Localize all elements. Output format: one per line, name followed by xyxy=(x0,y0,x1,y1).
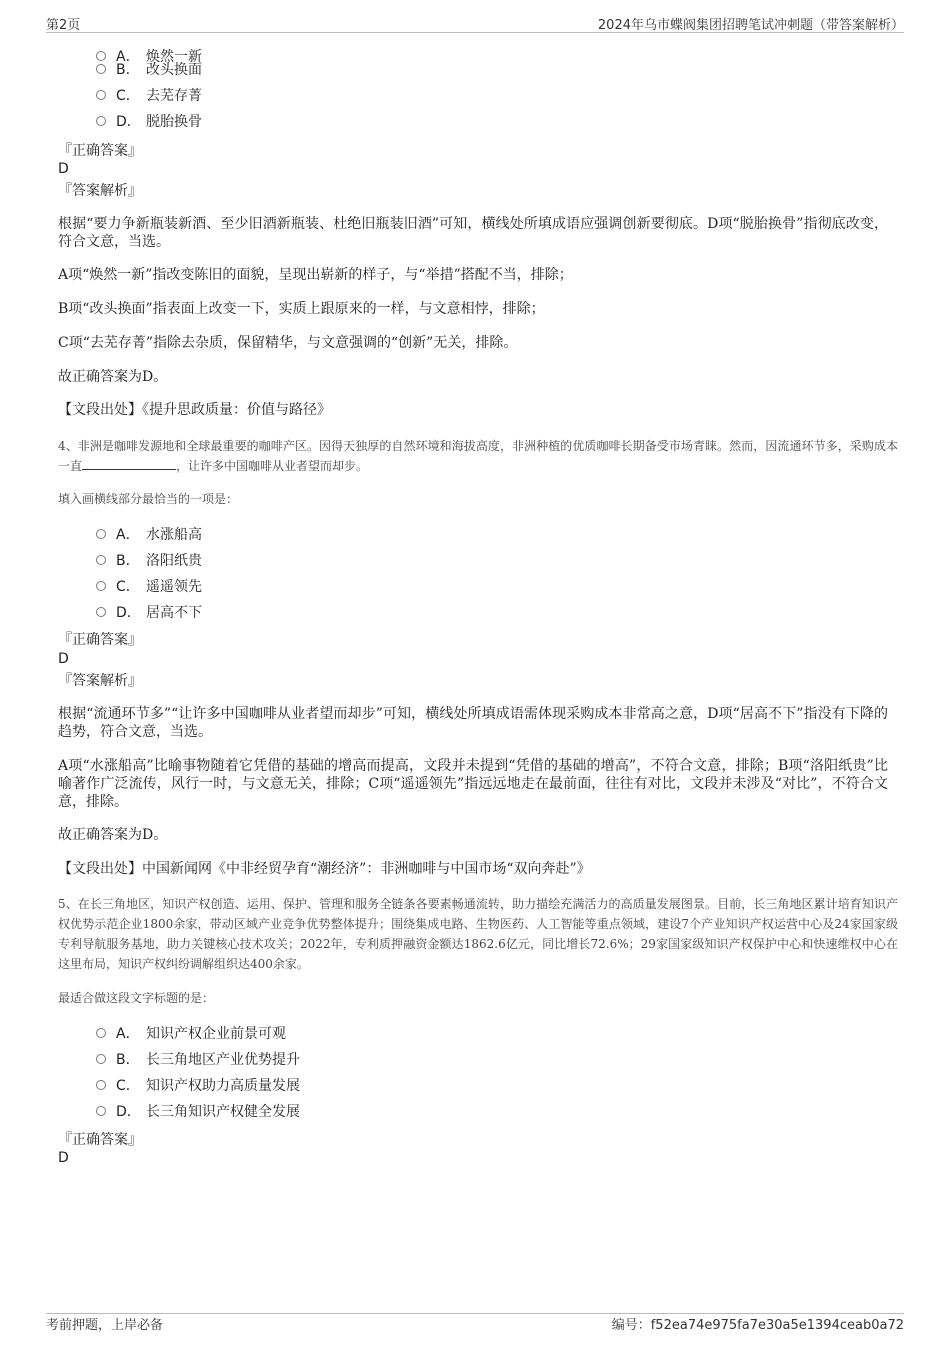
document-title: 2024年乌市蝶阀集团招聘笔试冲刺题（带答案解析） xyxy=(597,18,904,33)
q3-analysis-paragraph: 根据“要力争新瓶装新酒、至少旧酒新瓶装、杜绝旧瓶装旧酒”可知，横线处所填成语应强调创新要彻底。D项“脱胎换骨”指彻底改变，符合文意，当选。 xyxy=(58,216,888,250)
answer-blank xyxy=(82,457,176,470)
radio-icon[interactable] xyxy=(96,116,106,126)
q4-option-d[interactable]: D． 居高不下 xyxy=(96,604,202,622)
q5-option-d[interactable]: D． 长三角知识产权健全发展 xyxy=(96,1103,300,1121)
radio-icon[interactable] xyxy=(96,529,106,539)
radio-icon[interactable] xyxy=(96,51,106,61)
radio-icon[interactable] xyxy=(96,555,106,565)
q5-option-a[interactable]: A． 知识产权企业前景可观 xyxy=(96,1025,286,1043)
q4-stem: 4、非洲是咖啡发源地和全球最重要的咖啡产区。因得天独厚的自然环境和海拔高度，非洲种植的优质咖啡长期备受市场青睐。然而，因流通环节多，采购成本一直 ，让许多中国咖啡从业者望而却步。 xyxy=(58,439,898,473)
document-id: 编号：f52ea74e975fa7e30a5e1394ceab0a72 xyxy=(611,1318,904,1333)
radio-icon[interactable] xyxy=(96,581,106,591)
q3-source: 【文段出处】《提升思政质量：价值与路径》 xyxy=(58,402,331,418)
header-divider xyxy=(46,32,904,33)
radio-icon[interactable] xyxy=(96,90,106,100)
q5-option-b[interactable]: B． 长三角地区产业优势提升 xyxy=(96,1051,300,1069)
radio-icon[interactable] xyxy=(96,1054,106,1064)
q3-answer: D xyxy=(58,161,69,177)
page-footer xyxy=(46,1314,904,1332)
page-number: 第2页 xyxy=(46,18,81,33)
radio-icon[interactable] xyxy=(96,1080,106,1090)
q4-analysis-conclusion: 故正确答案为D。 xyxy=(58,827,168,843)
q4-prompt: 填入画横线部分最恰当的一项是： xyxy=(58,492,239,506)
q4-answer-label: 『正确答案』 xyxy=(58,632,142,648)
radio-icon[interactable] xyxy=(96,1106,106,1116)
radio-icon[interactable] xyxy=(96,1028,106,1038)
q3-analysis-paragraph: A项“焕然一新”指改变陈旧的面貌，呈现出崭新的样子，与“举措”搭配不当，排除； xyxy=(58,267,573,283)
q4-option-b[interactable]: B． 洛阳纸贵 xyxy=(96,552,202,570)
q3-option-c[interactable]: C． 去芜存菁 xyxy=(96,87,202,105)
q4-option-c[interactable]: C． 遥遥领先 xyxy=(96,578,202,596)
q5-prompt: 最适合做这段文字标题的是： xyxy=(58,991,215,1005)
page-header xyxy=(46,14,904,32)
q4-analysis-paragraph: A项“水涨船高”比喻事物随着它凭借的基础的增高而提高，文段并未提到“凭借的基础的增高”，不符合文意，排除；B项“洛阳纸贵”比喻著作广泛流传，风行一时，与文意无关，排除；C项“遥遥领先”指远远地走在最前面，往往有对比，文段并未涉及“对比”，不符合文意，排除。 xyxy=(58,758,888,810)
q4-source: 【文段出处】中国新闻网《中非经贸孕育“潮经济”：非洲咖啡与中国市场“双向奔赴”》 xyxy=(58,861,591,877)
q5-answer-label: 『正确答案』 xyxy=(58,1132,142,1148)
q3-option-d[interactable]: D． 脱胎换骨 xyxy=(96,113,202,131)
q3-analysis-conclusion: 故正确答案为D。 xyxy=(58,369,168,385)
radio-icon[interactable] xyxy=(96,607,106,617)
q4-answer: D xyxy=(58,651,69,667)
q4-analysis-paragraph: 根据“流通环节多”“让许多中国咖啡从业者望而却步”可知，横线处所填成语需体现采购成本非常高之意，D项“居高不下”指没有下降的趋势，符合文意，当选。 xyxy=(58,706,888,740)
q3-analysis-paragraph: C项“去芜存菁”指除去杂质，保留精华，与文意强调的“创新”无关，排除。 xyxy=(58,335,518,351)
q5-option-c[interactable]: C． 知识产权助力高质量发展 xyxy=(96,1077,300,1095)
q4-option-a[interactable]: A． 水涨船高 xyxy=(96,526,202,544)
q3-option-a[interactable]: A． 焕然一新 xyxy=(96,48,202,66)
q3-analysis-paragraph: B项“改头换面”指表面上改变一下，实质上跟原来的一样，与文意相悖，排除； xyxy=(58,301,545,317)
q5-stem: 5、在长三角地区，知识产权创造、运用、保护、管理和服务全链条各要素畅通流转，助力描绘充满活力的高质量发展图景。目前，长三角地区累计培育知识产权优势示范企业1800余家，带动区域产业竞争优势整体提升；围绕集成电路、生物医药、人工智能等重点领域，建设7个产业知识产权运营中心及24家国家级专利导航服务基地，助力关键核心技术攻关；2022年，专利质押融资金额达1862.6亿元，同比增长72.6%；29家国家级知识产权保护中心和快速维权中心在这里布局，知识产权纠纷调解组织达400余家。 xyxy=(58,897,898,971)
footer-slogan: 考前押题，上岸必备 xyxy=(46,1318,164,1333)
radio-icon[interactable] xyxy=(96,64,106,74)
q4-analysis-label: 『答案解析』 xyxy=(58,673,142,689)
q3-answer-label: 『正确答案』 xyxy=(58,143,142,159)
q3-analysis-label: 『答案解析』 xyxy=(58,183,142,199)
q5-answer: D xyxy=(58,1150,69,1166)
q3-option-b[interactable]: B． 改头换面 xyxy=(96,61,202,79)
